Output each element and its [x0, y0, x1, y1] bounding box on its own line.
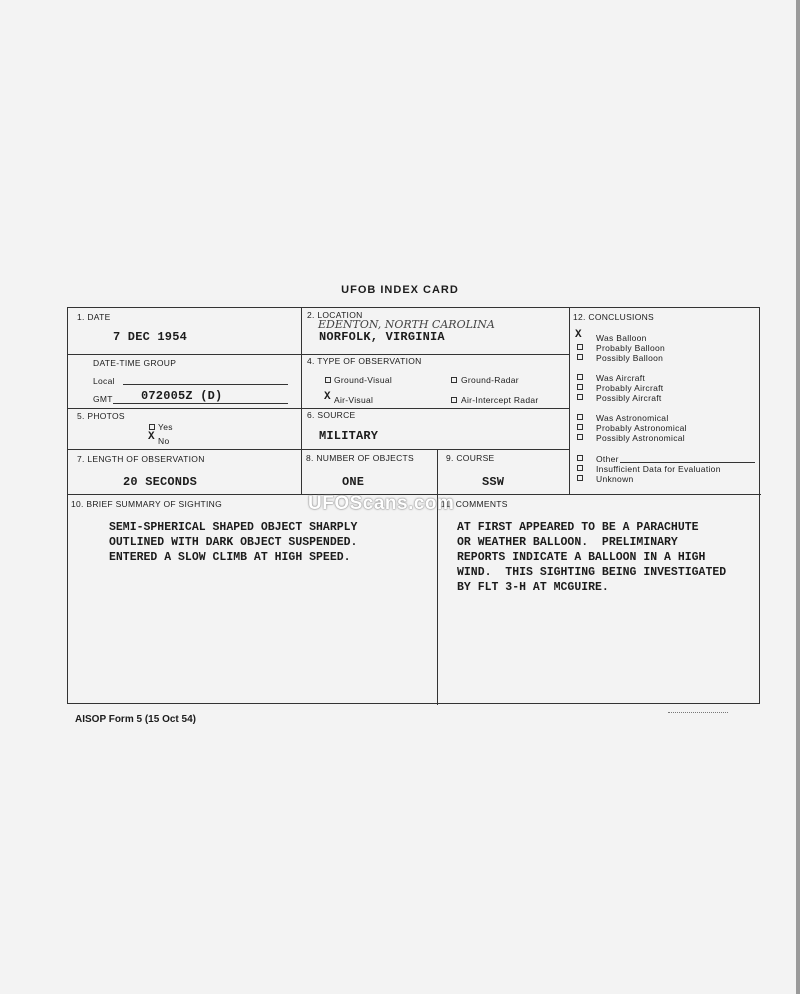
- option-air-visual: Air-Visual: [334, 395, 374, 405]
- comments-line-1: AT FIRST APPEARED TO BE A PARACHUTE: [457, 521, 699, 534]
- checkbox-conclusion-unknown[interactable]: [577, 475, 583, 481]
- conclusion-unknown: Unknown: [596, 474, 634, 484]
- length-label: 7. LENGTH OF OBSERVATION: [77, 454, 205, 464]
- local-label: Local: [93, 376, 115, 386]
- checkbox-photos-yes[interactable]: [149, 424, 155, 430]
- checkbox-conclusion-probably-astronomical[interactable]: [577, 424, 583, 430]
- summary-line-3: ENTERED A SLOW CLIMB AT HIGH SPEED.: [109, 551, 351, 564]
- checkbox-photos-no[interactable]: X: [148, 431, 155, 443]
- comments-line-3: REPORTS INDICATE A BALLOON IN A HIGH: [457, 551, 706, 564]
- local-underline: [123, 384, 288, 385]
- option-air-intercept-radar: Air-Intercept Radar: [461, 395, 539, 405]
- checkbox-conclusion-was-balloon[interactable]: X: [575, 329, 582, 341]
- source-label: 6. SOURCE: [307, 410, 356, 420]
- conclusion-was-astronomical: Was Astronomical: [596, 413, 669, 423]
- location-value: NORFOLK, VIRGINIA: [319, 330, 445, 344]
- scan-edge: [796, 0, 800, 994]
- dtg-label: DATE-TIME GROUP: [93, 358, 177, 368]
- gmt-underline: [113, 403, 288, 404]
- checkbox-conclusion-other[interactable]: [577, 455, 583, 461]
- checkbox-air-visual[interactable]: X: [324, 391, 331, 403]
- photos-label: 5. PHOTOS: [77, 411, 125, 421]
- checkbox-conclusion-possibly-astronomical[interactable]: [577, 434, 583, 440]
- gmt-label: GMT: [93, 394, 113, 404]
- option-ground-visual: Ground-Visual: [334, 375, 393, 385]
- conclusions-label: 12. CONCLUSIONS: [573, 312, 655, 322]
- row-divider-3: [68, 449, 569, 450]
- card-title: UFOB INDEX CARD: [341, 284, 459, 296]
- course-value: SSW: [482, 475, 505, 489]
- checkbox-ground-radar[interactable]: [451, 377, 457, 383]
- option-ground-radar: Ground-Radar: [461, 375, 519, 385]
- option-photos-yes: Yes: [158, 422, 173, 432]
- location-label: 2. LOCATION: [307, 310, 363, 320]
- row-divider-1: [68, 354, 569, 355]
- checkbox-conclusion-probably-aircraft[interactable]: [577, 384, 583, 390]
- location-handwritten: EDENTON, NORTH CAROLINA: [318, 318, 495, 331]
- conclusion-was-aircraft: Was Aircraft: [596, 373, 646, 383]
- col-divider-1: [301, 308, 302, 494]
- comments-line-5: BY FLT 3-H AT MCGUIRE.: [457, 581, 609, 594]
- checkbox-conclusion-possibly-aircraft[interactable]: [577, 394, 583, 400]
- checkbox-conclusion-was-aircraft[interactable]: [577, 374, 583, 380]
- conclusion-insufficient-data-for-evaluation: Insufficient Data for Evaluation: [596, 464, 721, 474]
- date-label: 1. DATE: [77, 312, 111, 322]
- source-value: MILITARY: [319, 429, 379, 443]
- checkbox-air-intercept-radar[interactable]: [451, 397, 457, 403]
- conclusion-possibly-aircraft: Possibly Aircraft: [596, 393, 662, 403]
- conclusion-possibly-balloon: Possibly Balloon: [596, 353, 664, 363]
- checkbox-ground-visual[interactable]: [325, 377, 331, 383]
- length-value: 20 SECONDS: [123, 475, 198, 489]
- conclusion-probably-aircraft: Probably Aircraft: [596, 383, 664, 393]
- summary-label: 10. BRIEF SUMMARY OF SIGHTING: [71, 499, 223, 509]
- checkbox-conclusion-insufficient-data-for-evaluation[interactable]: [577, 465, 583, 471]
- row-divider-2: [68, 408, 569, 409]
- form-footer: AISOP Form 5 (15 Oct 54): [75, 714, 196, 725]
- conclusion-probably-balloon: Probably Balloon: [596, 343, 666, 353]
- summary-line-2: OUTLINED WITH DARK OBJECT SUSPENDED.: [109, 536, 358, 549]
- conclusion-was-balloon: Was Balloon: [596, 333, 647, 343]
- conclusion-probably-astronomical: Probably Astronomical: [596, 423, 687, 433]
- comments-label: 11. COMMENTS: [441, 499, 508, 509]
- option-photos-no: No: [158, 436, 170, 446]
- conclusion-possibly-astronomical: Possibly Astronomical: [596, 433, 685, 443]
- col-divider-2: [437, 449, 438, 705]
- comments-line-4: WIND. THIS SIGHTING BEING INVESTIGATED: [457, 566, 727, 579]
- number-objects-value: ONE: [342, 475, 365, 489]
- checkbox-conclusion-probably-balloon[interactable]: [577, 344, 583, 350]
- observation-type-label: 4. TYPE OF OBSERVATION: [307, 356, 422, 366]
- date-value: 7 DEC 1954: [113, 330, 188, 344]
- watermark: UFOScans.com: [308, 493, 455, 514]
- gmt-value: 072005Z (D): [141, 389, 223, 403]
- comments-line-2: OR WEATHER BALLOON. PRELIMINARY: [457, 536, 678, 549]
- col-divider-3: [569, 308, 570, 494]
- summary-line-1: SEMI-SPHERICAL SHAPED OBJECT SHARPLY: [109, 521, 358, 534]
- course-label: 9. COURSE: [446, 453, 495, 463]
- printer-mark: [668, 712, 728, 716]
- checkbox-conclusion-was-astronomical[interactable]: [577, 414, 583, 420]
- number-objects-label: 8. NUMBER OF OBJECTS: [306, 453, 415, 463]
- checkbox-conclusion-possibly-balloon[interactable]: [577, 354, 583, 360]
- conclusion-other: Other: [596, 454, 619, 464]
- other-underline: [620, 462, 755, 463]
